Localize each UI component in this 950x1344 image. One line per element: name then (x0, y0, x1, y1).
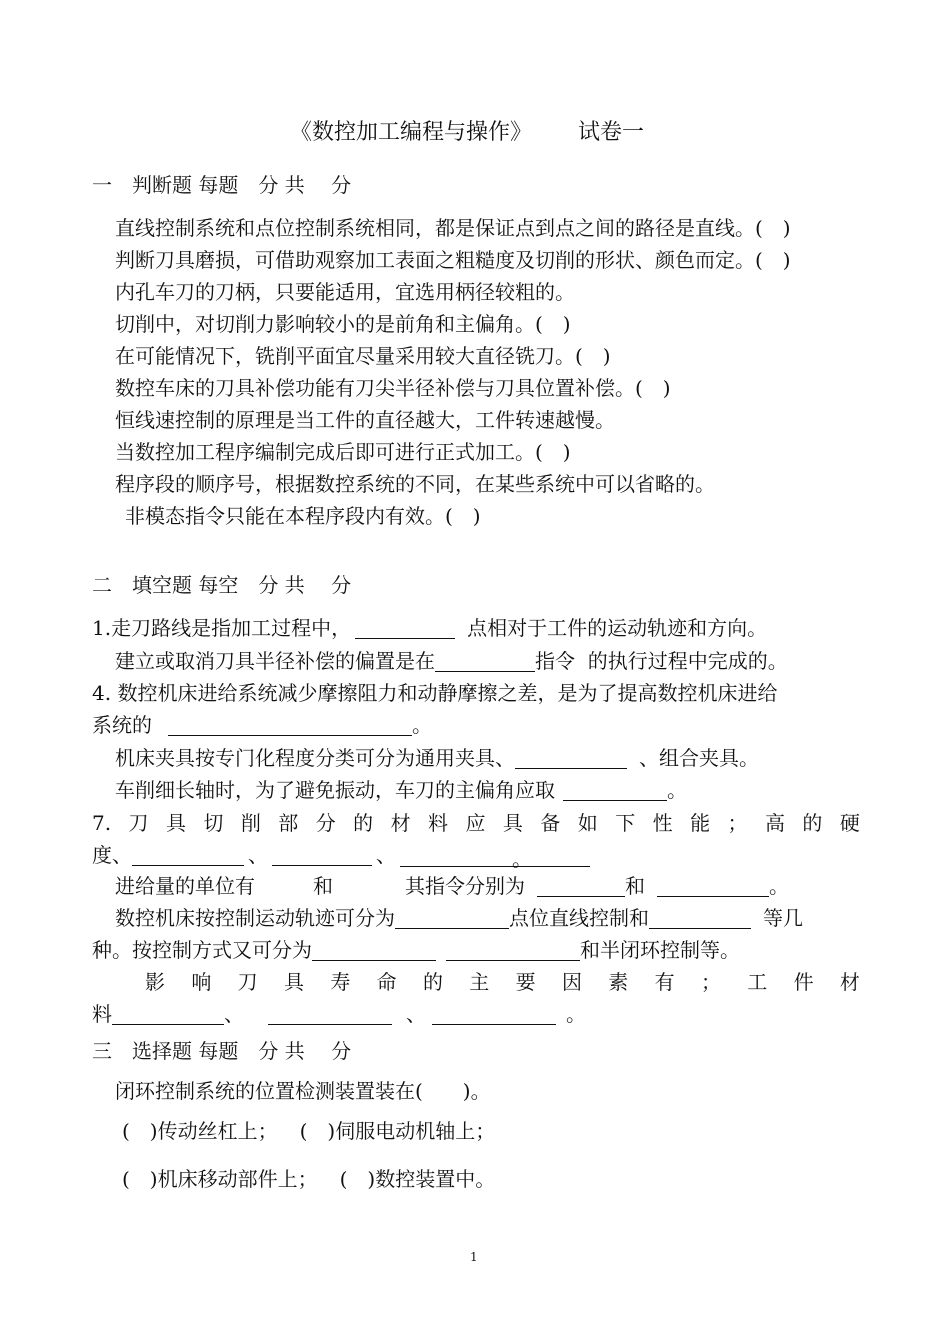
answer-blank[interactable] (432, 1004, 556, 1025)
fill-q8: 进给量的单位有 和 其指令分别为 和 。 (115, 874, 789, 898)
fill-q6: 车削细长轴时，为了避免振动，车刀的主偏角应取 。 (115, 778, 687, 802)
title-sub: 试卷一 (578, 120, 645, 145)
judge-item: 程序段的顺序号，根据数控系统的不同，在某些系统中可以省略的。 (115, 472, 715, 496)
answer-blank[interactable] (515, 748, 627, 769)
answer-blank[interactable] (395, 908, 509, 929)
option-c[interactable]: ( )机床移动部件上； (122, 1167, 318, 1191)
title-main: 《数控加工编程与操作》 (290, 120, 533, 145)
answer-blank[interactable] (355, 618, 455, 639)
answer-blank[interactable] (537, 876, 625, 897)
section1-heading: 一 判断题 每题 分 共 分 (92, 173, 352, 197)
answer-blank[interactable] (168, 715, 412, 736)
judge-item: 数控车床的刀具补偿功能有刀尖半径补偿与刀具位置补偿。( ) (115, 376, 671, 400)
section2-heading: 二 填空题 每空 分 共 分 (92, 573, 352, 597)
answer-blank[interactable] (272, 845, 372, 866)
fill-q7-line2: 度、 、 、 。 (92, 842, 590, 868)
judge-item: 非模态指令只能在本程序段内有效。( ) (125, 504, 481, 528)
judge-item: 恒线速控制的原理是当工件的直径越大，工件转速越慢。 (115, 408, 615, 432)
judge-item: 内孔车刀的刀柄，只要能适用，宜选用柄径较粗的。 (115, 280, 575, 304)
answer-blank[interactable] (446, 940, 580, 961)
option-b[interactable]: ( )伺服电动机轴上； (299, 1119, 496, 1143)
choice-options-row2 (122, 1166, 495, 1192)
answer-blank[interactable] (312, 940, 436, 961)
fill-q10-line1: 影 响 刀 具 寿 命 的 主 要 因 素 有 ； 工 件 材 (145, 970, 860, 994)
judge-item: 直线控制系统和点位控制系统相同，都是保证点到点之间的路径是直线。( ) (115, 216, 791, 240)
judge-item: 判断刀具磨损，可借助观察加工表面之粗糙度及切削的形状、颜色而定。( ) (115, 248, 791, 272)
answer-blank[interactable] (268, 1004, 392, 1025)
section3-heading: 三 选择题 每题 分 共 分 (92, 1039, 352, 1063)
fill-q1: 1.走刀路线是指加工过程中， 点相对于工件的运动轨迹和方向。 (92, 616, 768, 640)
choice-question: 闭环控制系统的位置检测装置装在( )。 (115, 1079, 491, 1103)
answer-blank[interactable] (563, 780, 667, 801)
judge-item: 当数控加工程序编制完成后即可进行正式加工。( ) (115, 440, 571, 464)
page-number: 1 (470, 1250, 478, 1264)
page-title (290, 120, 644, 146)
option-a[interactable]: ( )传动丝杠上； (122, 1119, 278, 1143)
fill-q9-line1: 数控机床按控制运动轨迹可分为 点位直线控制和 等几 (115, 906, 803, 930)
fill-q5: 机床夹具按专门化程度分类可分为通用夹具、 、组合夹具。 (115, 746, 759, 770)
answer-blank[interactable] (657, 876, 769, 897)
answer-blank[interactable] (132, 845, 244, 866)
answer-blank[interactable]: 。 (400, 846, 590, 867)
fill-q9-line2: 种。按控制方式又可分为 和半闭环控制等。 (92, 938, 740, 962)
fill-q7-line1: 7. 刀 具 切 削 部 分 的 材 料 应 具 备 如 下 性 能 ； 高 的 硬 (92, 811, 860, 835)
answer-blank[interactable] (435, 651, 535, 672)
judge-item: 在可能情况下，铣削平面宜尽量采用较大直径铣刀。( ) (115, 344, 611, 368)
answer-blank[interactable] (112, 1004, 224, 1025)
option-d[interactable]: ( )数控装置中。 (339, 1167, 496, 1191)
answer-blank[interactable] (649, 908, 751, 929)
judge-item: 切削中，对切削力影响较小的是前角和主偏角。( ) (115, 312, 571, 336)
fill-q10-line2: 料 、 、 。 (92, 1002, 586, 1026)
fill-q2: 建立或取消刀具半径补偿的偏置是在 指令 的执行过程中完成的。 (115, 649, 788, 673)
fill-q4-line1: 4. 数控机床进给系统减少摩擦阻力和动静摩擦之差，是为了提高数控机床进给 (92, 681, 778, 705)
fill-q4-line2: 系统的 。 (92, 713, 432, 737)
choice-options-row1 (122, 1118, 495, 1144)
